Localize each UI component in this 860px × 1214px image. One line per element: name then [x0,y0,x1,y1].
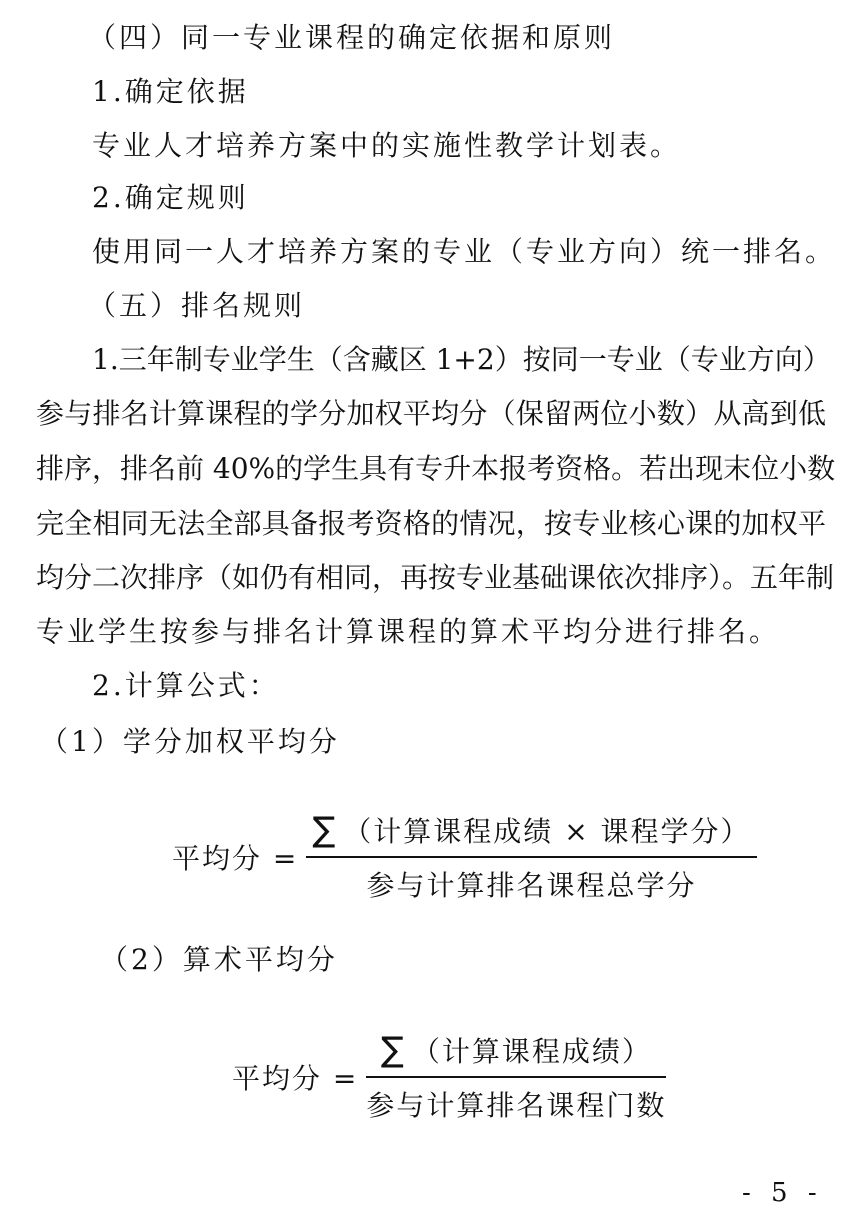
formula-denominator: 参与计算排名课程门数 [366,1089,667,1122]
ranking-rule-line: 排序，排名前 40%的学生具有专升本报考资格。若出现末位小数 [36,452,836,485]
item-1-title: 1.确定依据 [92,75,249,108]
page-number: - 5 - [742,1178,823,1208]
formula-numerator [375,1030,658,1076]
formula-denominator: 参与计算排名课程总学分 [366,869,697,902]
section-4-heading: （四）同一专业课程的确定依据和原则 [88,21,616,54]
item-2-text: 使用同一人才培养方案的专业（专业方向）统一排名。 [92,235,837,268]
ranking-rule-line: 专业学生按参与排名计算课程的算术平均分进行排名。 [36,615,781,648]
ranking-rule-line: 均分二次排序（如仍有相同，再按专业基础课依次排序）。五年制 [36,561,835,594]
formula-section-title: 2.计算公式： [92,669,280,702]
ranking-rule-line: 参与排名计算课程的学分加权平均分（保留两位小数）从高到低 [36,397,826,430]
section-5-heading: （五）排名规则 [88,289,306,322]
weighted-average-formula [172,810,757,904]
formula-lhs: 平均分 = [172,842,299,875]
formula-fraction [306,810,756,904]
formula-lhs: 平均分 = [232,1062,359,1095]
item-2-title: 2.确定规则 [92,181,249,214]
arithmetic-average-formula [232,1030,666,1124]
formula-fraction [366,1030,666,1124]
sigma-symbol: ∑ [312,810,338,850]
ranking-rule-line: 完全相同无法全部具备报考资格的情况，按专业核心课的加权平 [36,507,826,540]
formula-numerator [306,810,756,856]
formula-2-label: （2）算术平均分 [100,943,338,976]
item-1-text: 专业人才培养方案中的实施性教学计划表。 [92,129,682,162]
formula-1-label: （1）学分加权平均分 [40,725,340,758]
numerator-text: （计算课程成绩 × 课程学分） [343,815,751,848]
sigma-symbol: ∑ [380,1030,406,1070]
ranking-rule-line: 1.三年制专业学生（含藏区 1+2）按同一专业（专业方向） [92,343,831,376]
numerator-text: （计算课程成绩） [411,1035,652,1068]
